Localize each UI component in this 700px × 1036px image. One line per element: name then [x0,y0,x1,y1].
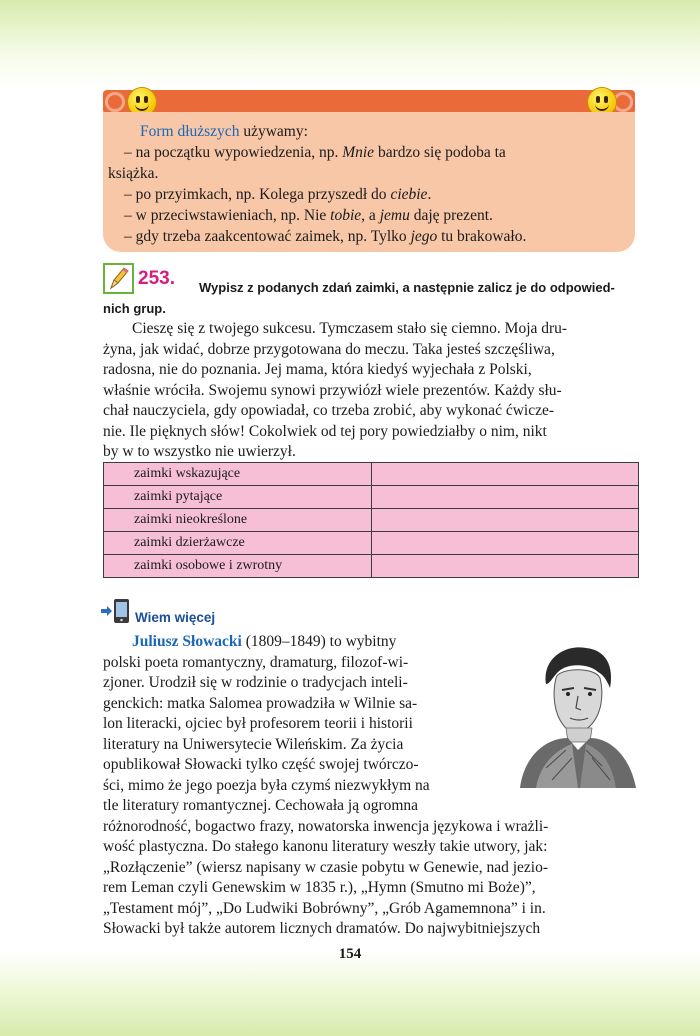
grammar-rule-text [108,121,628,247]
pronoun-table [103,462,639,578]
curl-right-icon [613,92,633,112]
exercise-text-line: nie. Ile pięknych słów! Cokolwiek od tej pory powiedziałby o nim, nikt [103,422,547,440]
exercise-text-line: by w to wszystko nie uwierzył. [103,443,296,460]
biography-text [103,632,643,940]
table-row [104,486,639,509]
wiem-wiecej-title: Wiem więcej [135,610,216,625]
rule-line-3: – po przyimkach, np. Kolega przyszedł do ciebie. [124,186,432,203]
table-answer-cell[interactable] [372,486,639,509]
rule-line-1: – na początku wypowiedzenia, np. Mnie bardzo się podoba ta [124,144,506,161]
page-number: 154 [338,946,362,962]
table-answer-cell[interactable] [372,532,639,555]
table-label: zaimki osobowe i zwrotny [104,555,372,578]
bio-line: Juliusz Słowacki (1809–1849) to wybitny [132,633,397,650]
bio-line: literatury na Uniwersytecie Wileńskim. Za życia [103,735,404,753]
table-row [104,532,639,555]
table-row [104,509,639,532]
bio-line: wość plastyczna. Do stałego kanonu literatury weszły takie utwory, jak: [103,838,548,855]
author-name: Juliusz Słowacki [132,633,242,650]
bio-line: „Testament mój”, „Do Ludwiki Bobrówny”, „Grób Agamemnona” i in. [103,899,546,917]
table-label: zaimki pytające [104,486,372,509]
bio-line: „Rozłączenie” (wiersz napisany w czasie pobytu w Genewie, nad jezio- [103,858,548,876]
table-answer-cell[interactable] [372,555,639,578]
bio-line: różnorodność, bogactwo frazy, nowatorska inwencja językowa i wrażli- [103,817,549,835]
bio-line: opublikował Słowacki tylko część swojej twórczo- [103,756,419,773]
rule-line-2: książka. [108,165,159,182]
bio-line: genckich: matka Salomea prowadziła w Wilnie sa- [103,694,418,712]
table-answer-cell[interactable] [372,509,639,532]
exercise-text-line: chał nauczyciela, gdy opowiadał, co trzeba zrobić, aby wykonać ćwicze- [103,402,554,419]
table-row [104,463,639,486]
bio-line: zjoner. Urodził się w rodzinie o tradycjach inteli- [103,674,408,691]
table-label: zaimki dzierżawcze [104,532,372,555]
rule-header-bar [103,90,635,114]
bio-line: Słowacki był także autorem licznych dramatów. Do najwybitniejszych [103,920,541,937]
exercise-text-line: właśnie wróciła. Swojemu synowi przywiózł wiele prezentów. Każdy słu- [103,381,562,399]
table-label: zaimki wskazujące [104,463,372,486]
tablet-icon [101,598,131,624]
rule-line-5: – gdy trzeba zaakcentować zaimek, np. Tylko jego tu brakowało. [124,228,527,245]
curl-left-icon [105,92,125,112]
exercise-instruction [103,277,648,319]
table-answer-cell[interactable] [372,463,639,486]
exercise-text-line: żyna, jak widać, dobrze przygotowana do meczu. Taka jesteś szczęśliwa, [103,340,555,358]
rule-line-0: Form dłuższych używamy: [140,123,308,140]
bio-line: rem Leman czyli Genewskim w 1835 r.), „Hymn (Smutno mi Boże)”, [103,879,536,896]
bio-line: lon literacki, ojciec był profesorem teorii i historii [103,715,413,732]
bio-line: polski poeta romantyczny, dramaturg, filozof-wi- [103,653,409,671]
exercise-text-line: radosna, nie do poznania. Jej mama, która kiedyś wyjechała z Polski, [103,361,532,378]
bio-line: tle literatury romantycznej. Cechowała ją ogromna [103,797,419,814]
instruction-line-2: nich grup. [103,301,166,316]
exercise-text [103,319,643,463]
bio-line: ści, mimo że jego poezja była czymś niezwykłym na [103,776,430,794]
instruction-line-1: Wypisz z podanych zdań zaimki, a następnie zalicz je do odpowied- [199,280,615,295]
table-row [104,555,639,578]
exercise-number: 253. [138,268,175,289]
rule-line-4: – w przeciwstawieniach, np. Nie tobie, a jemu daję prezent. [124,207,493,224]
table-label: zaimki nieokreślone [104,509,372,532]
exercise-text-line: Cieszę się z twojego sukcesu. Tymczasem stało się ciemno. Moja dru- [132,320,568,337]
